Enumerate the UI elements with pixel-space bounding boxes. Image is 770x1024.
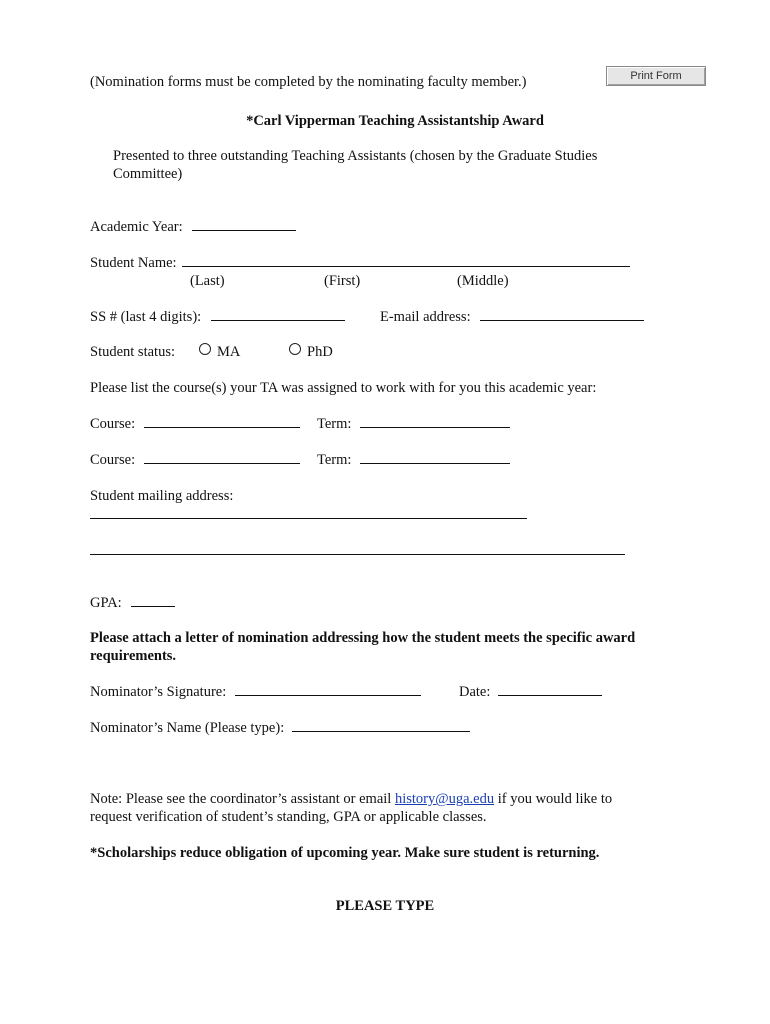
history-email-link[interactable]: history@uga.edu [394, 791, 495, 807]
academic-year-label: Academic Year: [90, 219, 183, 235]
date-field[interactable] [498, 683, 602, 696]
mailing-address-line-1[interactable] [90, 506, 527, 519]
radio-ma[interactable] [199, 343, 211, 355]
term-row-2 [317, 451, 510, 469]
student-name-label: Student Name: [90, 255, 177, 271]
academic-year-row [90, 218, 296, 236]
status-option-phd[interactable] [289, 343, 333, 361]
mailing-address-label: Student mailing address: [90, 488, 234, 504]
nominator-signature-row [90, 683, 421, 701]
status-option-ma[interactable] [199, 343, 240, 361]
nominator-name-label: Nominator’s Name (Please type): [90, 720, 285, 736]
ss-row [90, 308, 345, 326]
note-line-2: request verification of student’s standing, GPA or applicable classes. [90, 809, 487, 825]
please-type-heading: PLEASE TYPE [335, 898, 435, 914]
mailing-address-line-2[interactable] [90, 542, 625, 555]
description-line-1: Presented to three outstanding Teaching Assistants (chosen by the Graduate Studies [113, 148, 598, 164]
term-field-2[interactable] [360, 451, 510, 464]
student-name-row [90, 254, 630, 272]
email-label: E-mail address: [380, 309, 471, 325]
status-ma-label: MA [217, 344, 241, 360]
note-suffix: if you would like to [497, 791, 613, 807]
course-label: Course: [90, 416, 136, 432]
student-status-label: Student status: [90, 344, 175, 360]
ss-label: SS # (last 4 digits): [90, 309, 202, 325]
attach-letter-line-1: Please attach a letter of nomination addressing how the student meets the specific award [90, 630, 636, 646]
course-field-1[interactable] [144, 415, 300, 428]
term-field-1[interactable] [360, 415, 510, 428]
scholarship-note: *Scholarships reduce obligation of upcoming year. Make sure student is returning. [90, 845, 600, 861]
date-row [459, 683, 602, 701]
award-title: *Carl Vipperman Teaching Assistantship Award [246, 113, 544, 129]
nominator-signature-label: Nominator’s Signature: [90, 684, 227, 700]
courses-prompt: Please list the course(s) your TA was assigned to work with for you this academic year: [90, 380, 597, 396]
academic-year-field[interactable] [192, 218, 296, 231]
attach-letter-line-2: requirements. [90, 648, 177, 664]
nominator-name-row [90, 719, 470, 737]
student-name-field[interactable] [182, 254, 630, 267]
nominator-signature-field[interactable] [235, 683, 421, 696]
email-row [380, 308, 644, 326]
date-label: Date: [459, 684, 491, 700]
course-row-1 [90, 415, 300, 433]
gpa-label: GPA: [90, 595, 122, 611]
gpa-row [90, 594, 175, 612]
ss-field[interactable] [211, 308, 345, 321]
course-row-2 [90, 451, 300, 469]
nominator-name-field[interactable] [292, 719, 470, 732]
term-label: Term: [317, 452, 352, 468]
note-line-1 [90, 790, 612, 808]
description-line-2: Committee) [113, 166, 183, 182]
term-label: Term: [317, 416, 352, 432]
email-field[interactable] [480, 308, 644, 321]
print-form-button[interactable]: Print Form [606, 66, 706, 86]
name-part-last: (Last) [190, 273, 225, 289]
note-prefix: Note: Please see the coordinator’s assistant or email [90, 791, 392, 807]
status-phd-label: PhD [307, 344, 333, 360]
intro-note: (Nomination forms must be completed by the nominating faculty member.) [90, 74, 527, 90]
course-label: Course: [90, 452, 136, 468]
name-part-first: (First) [324, 273, 361, 289]
radio-phd[interactable] [289, 343, 301, 355]
course-field-2[interactable] [144, 451, 300, 464]
name-part-middle: (Middle) [457, 273, 509, 289]
gpa-field[interactable] [131, 594, 175, 607]
term-row-1 [317, 415, 510, 433]
